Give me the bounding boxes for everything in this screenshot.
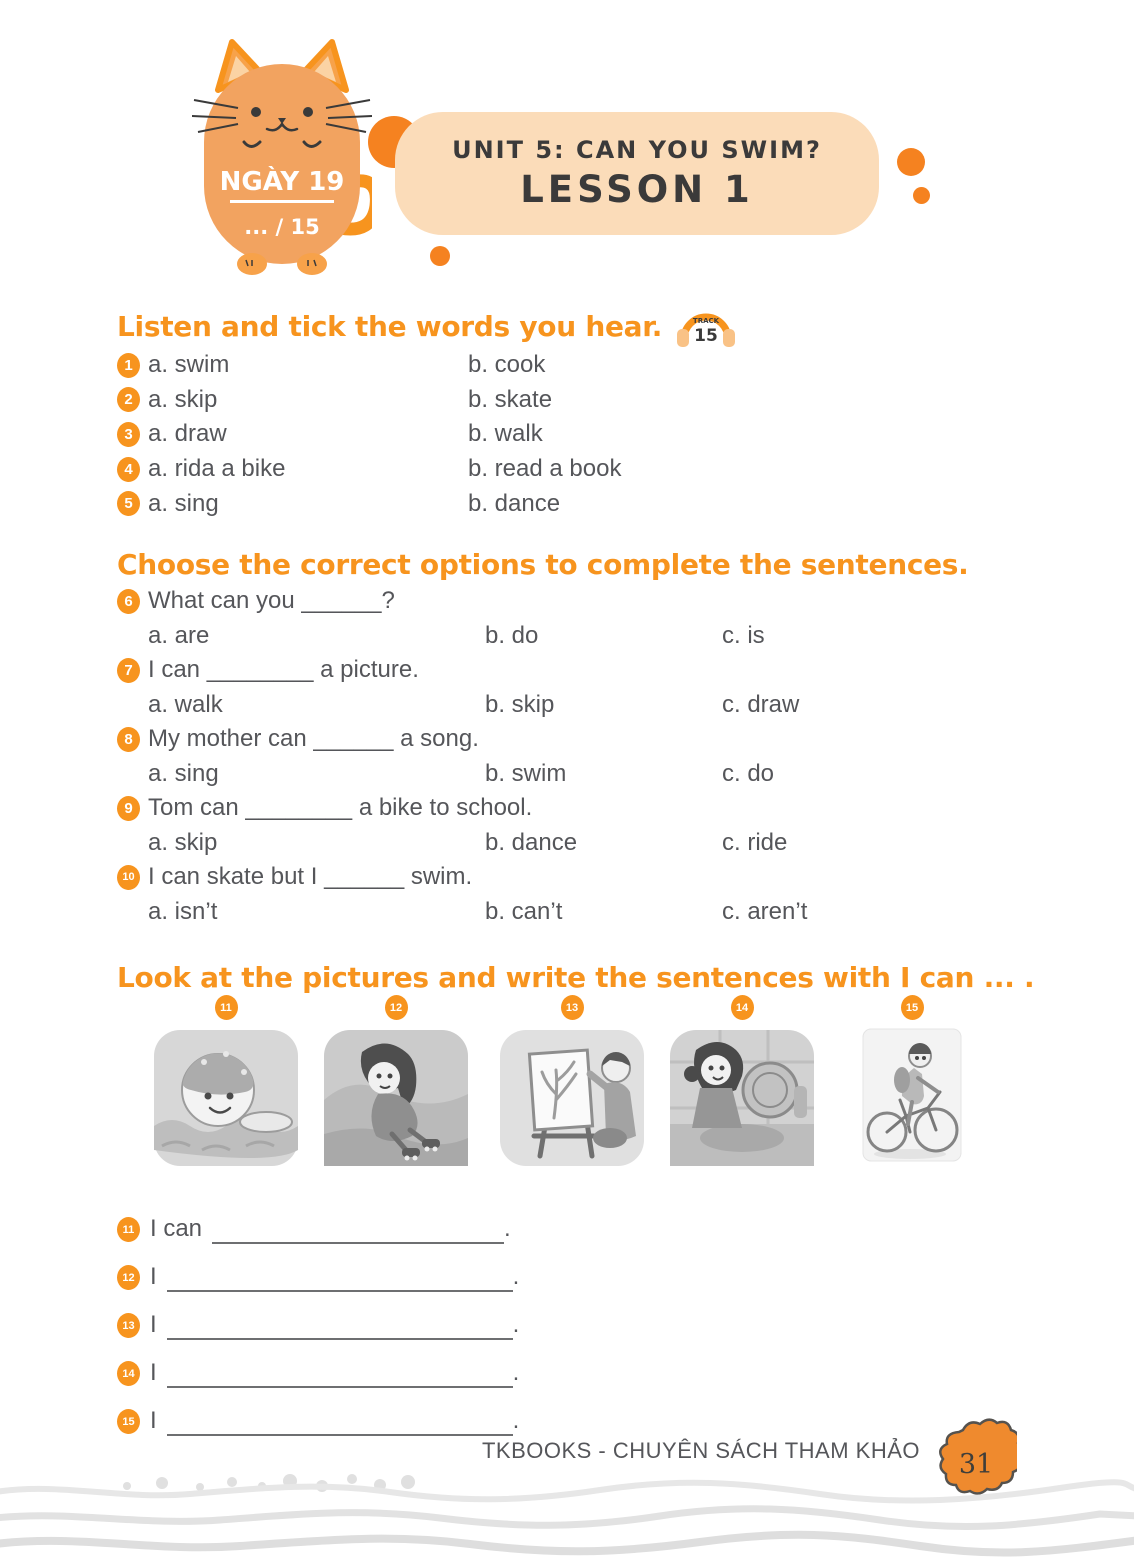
washing-dishes-image (668, 1028, 816, 1168)
section-write-heading-row (117, 956, 1097, 998)
option-b: b. walk (468, 420, 543, 448)
option-a: a. rida a bike (148, 455, 286, 483)
listen-item (117, 452, 1077, 487)
picture-number-badge: 14 (731, 995, 754, 1020)
write-line: 13 I . (117, 1292, 717, 1340)
write-line: 11 I can . (117, 1196, 717, 1244)
option-a: a. sing (148, 489, 219, 517)
question-text: I can ________ a picture. (148, 656, 419, 684)
item-number-badge: 11 (117, 1217, 140, 1242)
option-a: a. sing (148, 759, 219, 787)
picture-number-badge: 11 (215, 995, 238, 1020)
line-prefix: I (150, 1359, 157, 1386)
line-prefix: I can (150, 1215, 203, 1242)
choose-heading: Choose the correct options to complete the sentences. (117, 547, 969, 581)
picture-number-badge: 15 (901, 995, 924, 1020)
options-row (117, 757, 1077, 792)
write-line: 15 I . (117, 1388, 717, 1436)
item-number-badge: 2 (117, 387, 140, 412)
listen-item (117, 348, 1077, 383)
option-c: c. aren’t (722, 897, 808, 925)
answer-blank (212, 1216, 504, 1244)
answer-blank (167, 1360, 513, 1388)
line-prefix: I (150, 1407, 157, 1434)
item-number-badge: 5 (117, 491, 140, 516)
riding-bike-image (862, 1028, 962, 1162)
option-b: b. can’t (485, 897, 563, 925)
option-b: b. skip (485, 690, 555, 718)
line-prefix: I (150, 1263, 157, 1290)
picture-12-skating (322, 995, 470, 1168)
option-c: c. is (722, 621, 765, 649)
item-number-badge: 8 (117, 727, 140, 752)
lesson-title: LESSON 1 (520, 168, 754, 211)
write-line: 14 I . (117, 1340, 717, 1388)
write-heading: Look at the pictures and write the sentences with I can ... . (117, 960, 1035, 994)
write-lines (117, 1196, 717, 1436)
option-c: c. ride (722, 828, 788, 856)
options-row (117, 826, 1077, 861)
decor-dot-right-1 (897, 148, 925, 176)
decor-dot-small (430, 246, 450, 266)
page-number: 31 (958, 1449, 994, 1480)
question-text: My mother can ______ a song. (148, 725, 479, 753)
track-15-headphones-icon (674, 303, 738, 349)
option-a: a. are (148, 621, 210, 649)
question-text: What can you ______? (148, 587, 395, 615)
option-b: b. swim (485, 759, 567, 787)
unit-title: UNIT 5: CAN YOU SWIM? (452, 136, 822, 164)
listen-item (117, 486, 1077, 521)
question-row (117, 722, 1077, 757)
question-text: I can skate but I ______ swim. (148, 863, 473, 891)
question-text: Tom can ________ a bike to school. (148, 794, 533, 822)
picture-13-drawing (498, 995, 646, 1168)
picture-number-badge: 12 (385, 995, 408, 1020)
option-a: a. draw (148, 420, 227, 448)
section-choose (117, 544, 1077, 929)
item-number-badge: 15 (117, 1409, 140, 1434)
cat-mascot (192, 36, 372, 276)
item-number-badge: 13 (117, 1313, 140, 1338)
option-a: a. isn’t (148, 897, 218, 925)
skating-image (322, 1028, 470, 1168)
question-row (117, 584, 1077, 619)
picture-number-badge: 13 (561, 995, 584, 1020)
option-b: b. cook (468, 351, 546, 379)
question-row (117, 791, 1077, 826)
line-prefix: I (150, 1311, 157, 1338)
item-number-badge: 3 (117, 422, 140, 447)
write-line: 12 I . (117, 1244, 717, 1292)
option-b: b. read a book (468, 455, 622, 483)
options-row (117, 895, 1077, 930)
picture-11-swimming (152, 995, 300, 1168)
item-number-badge: 6 (117, 589, 140, 614)
answer-blank (167, 1312, 513, 1340)
option-c: c. draw (722, 690, 800, 718)
track-label: TRACK (693, 317, 720, 325)
listen-item (117, 383, 1077, 418)
item-number-badge: 9 (117, 796, 140, 821)
decor-dot-right-2 (913, 187, 930, 204)
pictures-row (0, 995, 1134, 1185)
listen-item (117, 417, 1077, 452)
item-number-badge: 14 (117, 1361, 140, 1386)
option-a: a. swim (148, 351, 230, 379)
option-a: a. walk (148, 690, 223, 718)
item-number-badge: 4 (117, 457, 140, 482)
picture-15-riding-bike (862, 995, 962, 1162)
option-b: b. skate (468, 385, 553, 413)
picture-14-washing-dishes (668, 995, 816, 1168)
swimming-image (152, 1028, 300, 1168)
drawing-image (498, 1028, 646, 1168)
question-row (117, 653, 1077, 688)
listen-heading: Listen and tick the words you hear. (117, 309, 663, 343)
track-number: 15 (694, 326, 718, 346)
options-row (117, 688, 1077, 723)
item-number-badge: 1 (117, 353, 140, 378)
publisher-line: TKBOOKS - CHUYÊN SÁCH THAM KHẢO (481, 1438, 920, 1463)
day-label: NGÀY 19 (219, 167, 345, 197)
option-a: a. skip (148, 828, 218, 856)
option-a: a. skip (148, 385, 218, 413)
answer-blank (167, 1408, 513, 1436)
title-banner (395, 112, 879, 235)
option-c: c. do (722, 759, 775, 787)
answer-blank (167, 1264, 513, 1292)
option-b: b. dance (468, 489, 561, 517)
bottom-wave-decoration (0, 1472, 1134, 1559)
option-b: b. dance (485, 828, 578, 856)
item-number-badge: 12 (117, 1265, 140, 1290)
option-b: b. do (485, 621, 539, 649)
item-number-badge: 7 (117, 658, 140, 683)
item-number-badge: 10 (117, 865, 140, 890)
question-row (117, 860, 1077, 895)
score-label: ... / 15 (244, 215, 320, 239)
section-listen (117, 304, 1077, 521)
options-row (117, 619, 1077, 654)
